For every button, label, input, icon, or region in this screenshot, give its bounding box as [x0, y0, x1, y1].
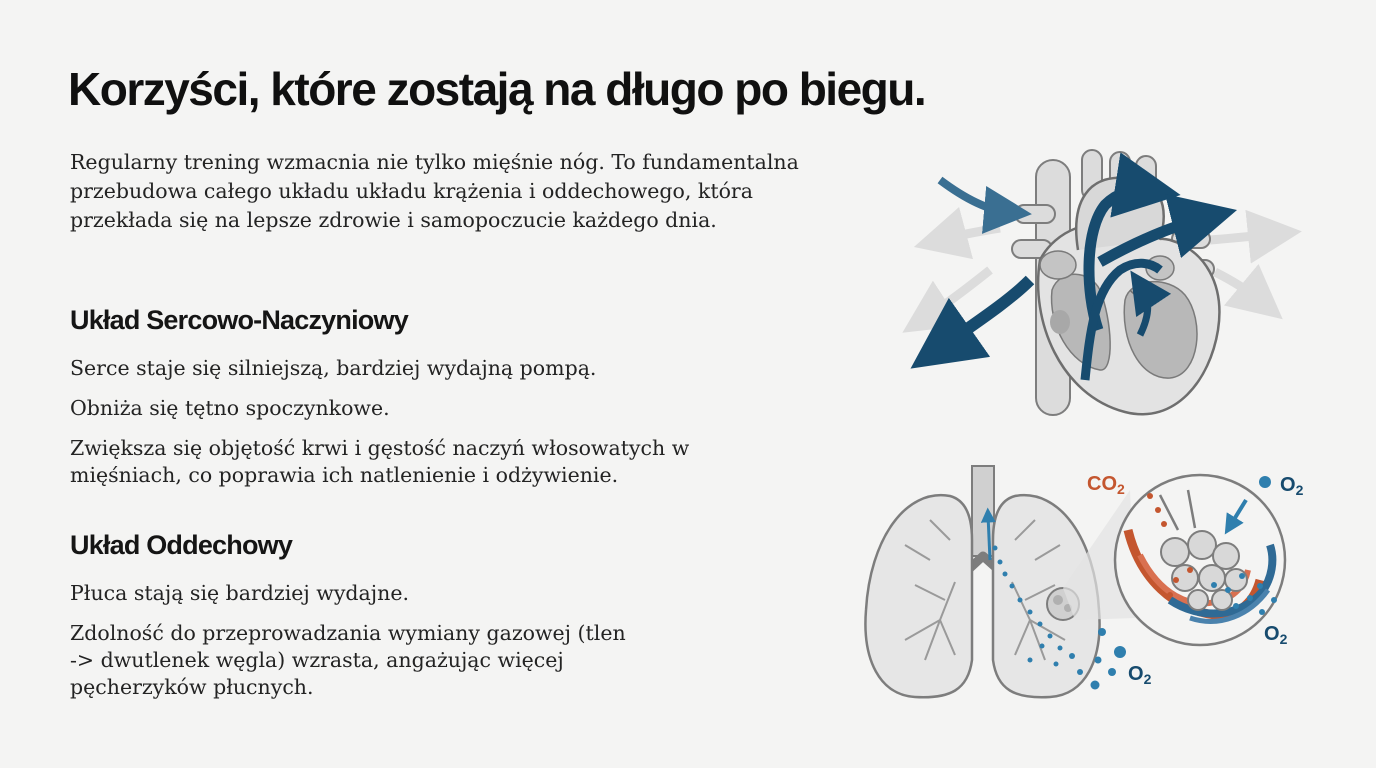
cardio-point-3: Zwiększa się objętość krwi i gęstość naczyń włosowatych w mięśniach, co poprawia ich natlenienie i odżywienie.: [70, 436, 690, 487]
respiratory-point-2: Zdolność do przeprowadzania wymiany gazowej (tlen -> dwutlenek węgla) wzrasta, angażując więcej pęcherzyków płucnych.: [70, 621, 626, 699]
heart-illustration: [925, 150, 1275, 415]
o2-label-right: $O_2$: [1264, 623, 1288, 647]
cardio-point-2: Obniża się tętno spoczynkowe.: [70, 396, 390, 420]
co2-label: $CO_2$: [1087, 473, 1125, 497]
alveoli-zoom-illustration: [1115, 475, 1285, 645]
respiratory-heading: Układ Oddechowy: [70, 530, 293, 560]
cardio-point-1: Serce staje się silniejszą, bardziej wydajną pompą.: [70, 356, 597, 380]
o2-label-top: $O_2$: [1280, 474, 1304, 498]
cardio-heading: Układ Sercowo-Naczyniowy: [70, 305, 408, 335]
respiratory-point-1: Płuca stają się bardziej wydajne.: [70, 581, 409, 605]
o2-label-bottom: $O_2$: [1128, 663, 1152, 687]
intro-paragraph: Regularny trening wzmacnia nie tylko mięśnie nóg. To fundamentalna przebudowa całego układu układu krążenia i oddechowego, która przekłada się na lepsze zdrowie i samopoczucie każdego dnia.: [70, 150, 799, 232]
page-title: Korzyści, które zostają na długo po biegu.: [68, 63, 926, 115]
